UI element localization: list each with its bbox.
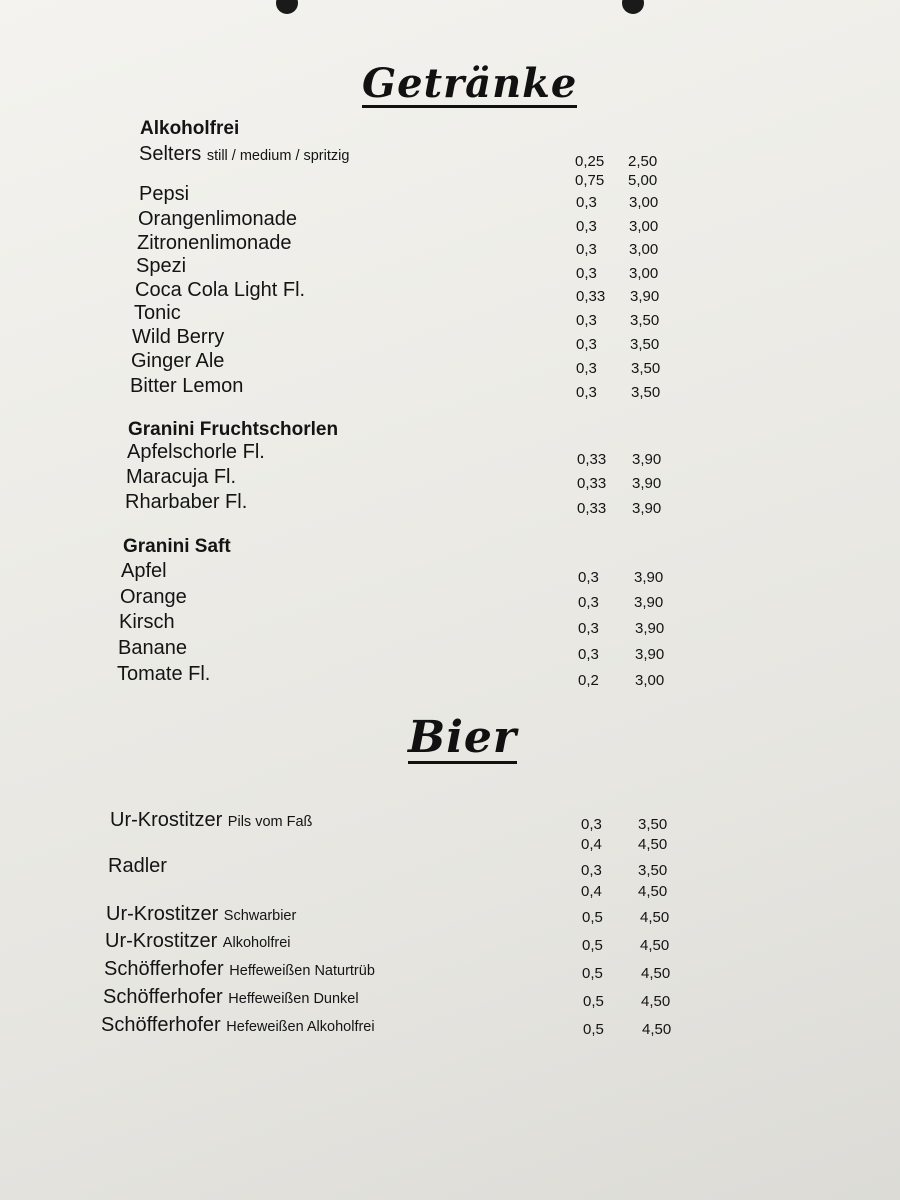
item-price: 3,50 [631,384,661,401]
item-price: 3,50 [630,312,660,329]
item-size-2: 0,75 [575,172,605,189]
item-size: 0,3 [578,569,599,586]
item-price: 3,90 [635,646,665,663]
punch-hole-left [276,0,298,14]
item-price: 3,50 [638,862,668,879]
item-price: 3,00 [629,194,659,211]
section-title-alkoholfrei: Alkoholfrei [140,118,240,139]
item-price: 3,00 [629,265,659,282]
list-item [103,986,359,1009]
item-size: 0,3 [578,646,599,663]
item-size: 0,3 [576,384,597,401]
item-size: 0,3 [576,194,597,211]
beer-heading [408,712,517,764]
list-item: Zitronenlimonade [137,232,292,254]
item-size: 0,33 [576,288,606,305]
item-size: 0,5 [582,909,603,926]
item-price: 3,50 [638,816,668,833]
list-item [106,903,296,926]
item-price: 3,00 [635,672,665,689]
list-item: Coca Cola Light Fl. [135,279,306,301]
item-size: 0,3 [576,360,597,377]
item-size: 0,3 [576,218,597,235]
item-note: Hefeweißen Alkoholfrei [226,1019,375,1035]
item-size: 0,3 [576,336,597,353]
item-price-2: 4,50 [638,883,668,900]
item-size: 0,2 [578,672,599,689]
item-price: 3,90 [634,569,664,586]
item-price: 3,90 [632,451,662,468]
list-item: Radler [108,855,167,877]
item-name: Schöfferhofer [104,958,224,980]
item-size: 0,3 [576,265,597,282]
item-price: 3,50 [630,336,660,353]
item-price: 3,50 [631,360,661,377]
item-size: 0,3 [581,862,602,879]
item-name: Ur-Krostitzer [110,809,223,831]
section-title-fruchtschorlen: Granini Fruchtschorlen [128,419,339,440]
item-price: 4,50 [640,937,670,954]
item-size: 0,3 [576,312,597,329]
item-note: Pils vom Faß [227,814,313,830]
list-item: Apfelschorle Fl. [127,441,265,463]
list-item [104,958,375,981]
item-price: 4,50 [640,909,670,926]
item-price: 3,00 [629,218,659,235]
item-price: 3,90 [630,288,660,305]
item-size: 0,3 [578,620,599,637]
item-price-2: 5,00 [628,172,658,189]
punch-hole-right [622,0,644,14]
item-price: 2,50 [628,153,658,170]
item-size: 0,33 [577,451,607,468]
item-size: 0,5 [583,993,604,1010]
item-size: 0,5 [582,965,603,982]
item-name: Ur-Krostitzer [106,903,219,925]
drinks-heading [362,60,577,108]
item-price: 4,50 [642,1021,672,1038]
item-name: Schöfferhofer [101,1014,221,1036]
list-item: Pepsi [139,183,190,205]
item-note: still / medium / spritzig [206,148,350,164]
item-price: 4,50 [641,965,671,982]
list-item: Apfel [121,560,167,582]
list-item: Banane [118,637,187,659]
item-price: 3,90 [632,475,662,492]
list-item [110,809,312,832]
list-item [105,930,291,953]
item-price: 3,90 [634,594,664,611]
drinks-heading-text: Getränke [362,60,578,107]
item-name: Selters [139,143,202,165]
item-note: Heffeweißen Naturtrüb [229,963,375,979]
beer-heading-text: Bier [408,712,518,763]
list-item: Spezi [136,255,187,277]
list-item: Tonic [134,302,181,324]
item-size: 0,3 [578,594,599,611]
item-size: 0,3 [576,241,597,258]
list-item [139,143,349,166]
list-item: Tomate Fl. [117,663,211,685]
item-price: 3,90 [632,500,662,517]
list-item: Orangenlimonade [138,208,297,230]
item-size: 0,3 [581,816,602,833]
item-note: Heffeweißen Dunkel [228,991,359,1007]
list-item: Ginger Ale [131,350,225,372]
item-size: 0,25 [575,153,605,170]
list-item: Rharbaber Fl. [125,491,248,513]
section-title-saft: Granini Saft [123,536,231,557]
item-size-2: 0,4 [581,836,602,853]
item-name: Schöfferhofer [103,986,223,1008]
item-size: 0,33 [577,500,607,517]
item-size: 0,5 [582,937,603,954]
item-price-2: 4,50 [638,836,668,853]
list-item: Kirsch [119,611,175,633]
item-note: Alkoholfrei [222,935,291,951]
item-name: Ur-Krostitzer [105,930,218,952]
list-item: Wild Berry [132,326,225,348]
item-price: 3,00 [629,241,659,258]
item-note: Schwarbier [223,908,297,924]
list-item [101,1014,375,1037]
list-item: Maracuja Fl. [126,466,237,488]
item-price: 3,90 [635,620,665,637]
list-item: Orange [120,586,187,608]
item-price: 4,50 [641,993,671,1010]
item-size-2: 0,4 [581,883,602,900]
list-item: Bitter Lemon [130,375,244,397]
item-size: 0,33 [577,475,607,492]
item-size: 0,5 [583,1021,604,1038]
